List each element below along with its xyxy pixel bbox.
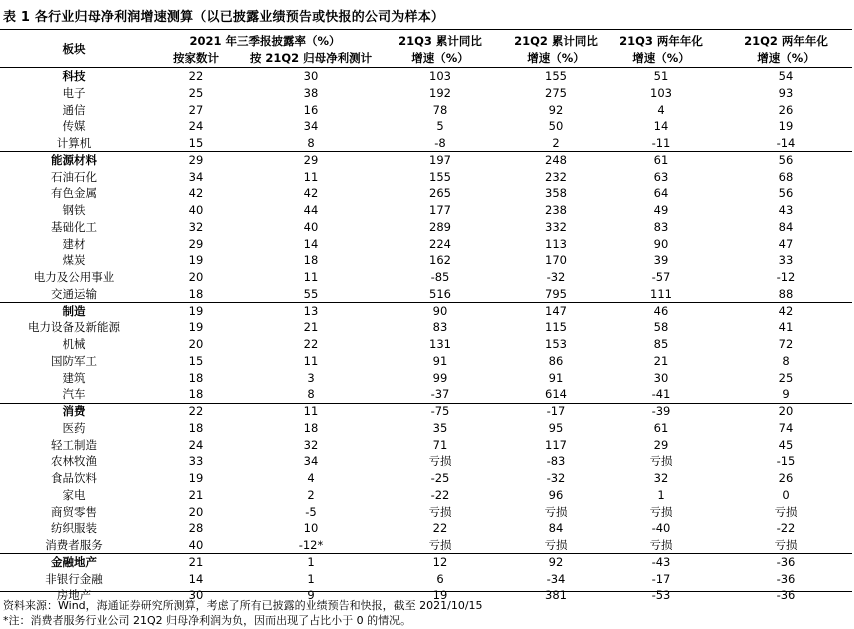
sector-name: 非银行金融 <box>45 571 103 586</box>
q2-two-year-cagr: 20 <box>778 404 794 418</box>
disclosure-by-profit: 2 <box>307 487 315 502</box>
category-row <box>0 152 852 168</box>
q2-two-year-cagr: 26 <box>778 102 794 117</box>
q2-two-year-cagr: -14 <box>776 136 796 150</box>
sector-name: 科技 <box>62 69 86 83</box>
table-row <box>0 118 852 134</box>
q3-two-year-cagr: 1 <box>657 487 665 502</box>
disclosure-by-profit: 16 <box>303 102 319 117</box>
q2-two-year-cagr: 41 <box>778 320 794 335</box>
sector-name: 电力设备及新能源 <box>28 320 120 335</box>
table-row <box>0 219 852 235</box>
disclosure-by-count: 22 <box>188 404 204 418</box>
q3-yoy-growth: 83 <box>432 320 448 335</box>
sector-name: 计算机 <box>56 136 92 150</box>
q3-yoy-growth: 亏损 <box>428 454 452 469</box>
header-21q2-2y: 21Q2 两年年化 <box>744 34 828 48</box>
q3-yoy-growth: 71 <box>432 437 448 452</box>
disclosure-by-count: 24 <box>188 437 204 452</box>
q3-yoy-growth: 224 <box>429 236 451 251</box>
q3-two-year-cagr: 32 <box>653 471 669 485</box>
disclosure-by-count: 20 <box>188 270 204 284</box>
sector-name: 基础化工 <box>51 219 97 234</box>
q2-yoy-growth: 153 <box>545 337 567 351</box>
disclosure-by-count: 18 <box>188 370 204 385</box>
q2-yoy-growth: 50 <box>548 119 564 134</box>
q3-two-year-cagr: -17 <box>651 571 671 586</box>
sector-name: 农林牧渔 <box>51 454 97 469</box>
q3-yoy-growth: -75 <box>430 404 450 418</box>
q2-yoy-growth: 238 <box>545 203 567 217</box>
table-row <box>0 504 852 520</box>
category-row <box>0 68 852 84</box>
disclosure-by-profit: 42 <box>303 186 319 201</box>
table-row <box>0 185 852 201</box>
q3-two-year-cagr: 51 <box>653 69 669 83</box>
q3-yoy-growth: 197 <box>429 152 451 167</box>
q2-two-year-cagr: -36 <box>776 554 796 569</box>
disclosure-by-count: 18 <box>188 387 204 402</box>
sector-name: 建材 <box>62 236 86 251</box>
disclosure-by-profit: 11 <box>303 169 319 184</box>
disclosure-by-profit: 34 <box>303 454 319 469</box>
category-row <box>0 303 852 319</box>
q2-yoy-growth: -34 <box>546 571 566 586</box>
disclosure-by-count: 20 <box>188 504 204 519</box>
table-row <box>0 319 852 335</box>
table-row <box>0 336 852 352</box>
disclosure-by-profit: 9 <box>307 588 315 603</box>
disclosure-by-count: 32 <box>188 219 204 234</box>
disclosure-by-count: 21 <box>188 554 204 569</box>
sector-name: 纺织服装 <box>51 521 97 536</box>
q2-two-year-cagr: 88 <box>778 286 794 301</box>
q2-yoy-growth: 86 <box>548 353 564 368</box>
disclosure-by-count: 30 <box>188 588 204 603</box>
table-row <box>0 202 852 218</box>
header-21q3-2y: 21Q3 两年年化 <box>619 34 703 48</box>
disclosure-by-profit: 38 <box>303 85 319 100</box>
q2-two-year-cagr: 8 <box>782 353 790 368</box>
table-row <box>0 269 852 285</box>
q2-two-year-cagr: 93 <box>778 85 794 100</box>
disclosure-by-profit: 21 <box>303 320 319 335</box>
q2-yoy-growth: 248 <box>545 152 567 167</box>
q2-yoy-growth: 91 <box>548 370 564 385</box>
q2-yoy-growth: 381 <box>545 588 567 603</box>
q3-yoy-growth: 289 <box>429 219 451 234</box>
disclosure-by-profit: 18 <box>303 420 319 435</box>
q2-yoy-growth: -83 <box>546 454 566 469</box>
table-row <box>0 135 852 151</box>
disclosure-by-profit: 8 <box>307 136 315 150</box>
q3-two-year-cagr: 103 <box>650 85 672 100</box>
disclosure-by-profit: 30 <box>303 69 319 83</box>
disclosure-by-profit: 10 <box>303 521 319 536</box>
disclosure-by-profit: 55 <box>303 286 319 301</box>
q2-two-year-cagr: 亏损 <box>774 504 798 519</box>
sector-name: 煤炭 <box>62 253 86 268</box>
disclosure-by-profit: 4 <box>307 471 315 485</box>
table-row <box>0 236 852 252</box>
q3-two-year-cagr: -53 <box>651 588 671 603</box>
sector-name: 交通运输 <box>51 286 97 301</box>
sector-name: 家电 <box>62 487 86 502</box>
q2-yoy-growth: 92 <box>548 102 564 117</box>
q3-yoy-growth: 99 <box>432 370 448 385</box>
q2-two-year-cagr: 45 <box>778 437 794 452</box>
q3-yoy-growth: -25 <box>430 471 450 485</box>
q3-yoy-growth: 19 <box>432 588 448 603</box>
sector-name: 汽车 <box>62 387 86 402</box>
q2-yoy-growth: 92 <box>548 554 564 569</box>
table-row <box>0 102 852 118</box>
disclosure-by-count: 21 <box>188 487 204 502</box>
q3-two-year-cagr: 4 <box>657 102 665 117</box>
table-row <box>0 453 852 469</box>
q2-yoy-growth: 147 <box>545 303 567 318</box>
disclosure-by-profit: 40 <box>303 219 319 234</box>
table-row <box>0 537 852 553</box>
q3-two-year-cagr: 90 <box>653 236 669 251</box>
q2-two-year-cagr: 0 <box>782 487 790 502</box>
bottom-rule <box>0 591 852 592</box>
q2-yoy-growth: 96 <box>548 487 564 502</box>
q3-two-year-cagr: 亏损 <box>649 538 673 552</box>
q2-two-year-cagr: 84 <box>778 219 794 234</box>
sector-name: 消费 <box>62 404 86 418</box>
q2-yoy-growth: 亏损 <box>544 538 568 552</box>
q3-yoy-growth: 亏损 <box>428 504 452 519</box>
header-sector: 板块 <box>62 42 86 56</box>
q3-two-year-cagr: -57 <box>651 270 671 284</box>
q2-yoy-growth: 2 <box>552 136 560 150</box>
sector-name: 食品饮料 <box>51 471 97 485</box>
q2-yoy-growth: -32 <box>546 471 566 485</box>
sector-name: 金融地产 <box>51 554 97 569</box>
q3-yoy-growth: 155 <box>429 169 451 184</box>
q2-two-year-cagr: 43 <box>778 203 794 217</box>
sector-name: 通信 <box>62 102 86 117</box>
q3-yoy-growth: 78 <box>432 102 448 117</box>
q3-two-year-cagr: -11 <box>651 136 671 150</box>
q3-yoy-growth: 131 <box>429 337 451 351</box>
disclosure-by-count: 25 <box>188 85 204 100</box>
header-21q3-2y-unit: 增速（%） <box>632 51 690 65</box>
q2-yoy-growth: 332 <box>545 219 567 234</box>
q3-two-year-cagr: 83 <box>653 219 669 234</box>
q3-two-year-cagr: 39 <box>653 253 669 268</box>
table-row <box>0 571 852 587</box>
disclosure-by-count: 20 <box>188 337 204 351</box>
disclosure-by-profit: 11 <box>303 353 319 368</box>
q2-two-year-cagr: 74 <box>778 420 794 435</box>
header-21q2-yoy-unit: 增速（%） <box>527 51 585 65</box>
disclosure-by-count: 29 <box>188 152 204 167</box>
disclosure-by-profit: 22 <box>303 337 319 351</box>
disclosure-by-count: 22 <box>188 69 204 83</box>
sector-name: 医药 <box>62 420 86 435</box>
disclosure-by-profit: 18 <box>303 253 319 268</box>
q3-yoy-growth: 177 <box>429 203 451 217</box>
disclosure-by-count: 40 <box>188 203 204 217</box>
table-row <box>0 169 852 185</box>
q3-yoy-growth: -8 <box>434 136 446 150</box>
q2-yoy-growth: 亏损 <box>544 504 568 519</box>
q3-two-year-cagr: 21 <box>653 353 669 368</box>
sector-name: 制造 <box>62 303 86 318</box>
header-by-count: 按家数计 <box>173 51 219 65</box>
disclosure-by-count: 34 <box>188 169 204 184</box>
table-title: 表 1 各行业归母净利润增速测算（以已披露业绩预告或快报的公司为样本） <box>3 10 445 25</box>
q3-yoy-growth: -22 <box>430 487 450 502</box>
disclosure-by-count: 24 <box>188 119 204 134</box>
table-row <box>0 85 852 101</box>
sector-name: 有色金属 <box>51 186 97 201</box>
q3-two-year-cagr: -43 <box>651 554 671 569</box>
q3-two-year-cagr: 85 <box>653 337 669 351</box>
top-rule <box>0 29 852 30</box>
q2-two-year-cagr: 19 <box>778 119 794 134</box>
q2-yoy-growth: 232 <box>545 169 567 184</box>
q3-yoy-growth: 6 <box>436 571 444 586</box>
table-row <box>0 353 852 369</box>
q3-two-year-cagr: -41 <box>651 387 671 402</box>
disclosure-by-count: 19 <box>188 303 204 318</box>
q2-two-year-cagr: 26 <box>778 471 794 485</box>
table-row <box>0 470 852 486</box>
disclosure-by-profit: 1 <box>307 571 315 586</box>
disclosure-by-profit: 34 <box>303 119 319 134</box>
disclosure-by-profit: 32 <box>303 437 319 452</box>
q3-two-year-cagr: 63 <box>653 169 669 184</box>
q2-yoy-growth: 115 <box>545 320 567 335</box>
q3-yoy-growth: 22 <box>432 521 448 536</box>
disclosure-by-profit: 13 <box>303 303 319 318</box>
disclosure-by-count: 15 <box>188 353 204 368</box>
q2-two-year-cagr: -36 <box>776 588 796 603</box>
q3-yoy-growth: 103 <box>429 69 451 83</box>
q3-yoy-growth: 265 <box>429 186 451 201</box>
q2-two-year-cagr: -15 <box>776 454 796 469</box>
q2-yoy-growth: -32 <box>546 270 566 284</box>
header-disclosure-rate: 2021 年三季报披露率（%） <box>189 34 341 48</box>
disclosure-by-count: 19 <box>188 471 204 485</box>
q2-two-year-cagr: 54 <box>778 69 794 83</box>
q3-yoy-growth: 91 <box>432 353 448 368</box>
q2-two-year-cagr: 72 <box>778 337 794 351</box>
q3-two-year-cagr: 14 <box>653 119 669 134</box>
q3-yoy-growth: -85 <box>430 270 450 284</box>
table-row <box>0 286 852 302</box>
disclosure-by-profit: 1 <box>307 554 315 569</box>
q3-yoy-growth: 90 <box>432 303 448 318</box>
q3-two-year-cagr: 111 <box>650 286 672 301</box>
category-row <box>0 554 852 570</box>
table-row <box>0 420 852 436</box>
disclosure-by-count: 18 <box>188 286 204 301</box>
table-row <box>0 487 852 503</box>
q2-two-year-cagr: 42 <box>778 303 794 318</box>
table-row <box>0 520 852 536</box>
q3-yoy-growth: 192 <box>429 85 451 100</box>
table-row <box>0 386 852 402</box>
q3-two-year-cagr: 58 <box>653 320 669 335</box>
table-row <box>0 437 852 453</box>
disclosure-by-profit: 11 <box>303 404 319 418</box>
q2-yoy-growth: 358 <box>545 186 567 201</box>
disclosure-by-count: 29 <box>188 236 204 251</box>
q3-two-year-cagr: 46 <box>653 303 669 318</box>
q3-two-year-cagr: 30 <box>653 370 669 385</box>
disclosure-by-profit: 44 <box>303 203 319 217</box>
q2-two-year-cagr: -12 <box>776 270 796 284</box>
q3-two-year-cagr: 29 <box>653 437 669 452</box>
disclosure-by-profit: 14 <box>303 236 319 251</box>
q2-yoy-growth: 275 <box>545 85 567 100</box>
q2-two-year-cagr: 33 <box>778 253 794 268</box>
disclosure-by-count: 15 <box>188 136 204 150</box>
q3-yoy-growth: 516 <box>429 286 451 301</box>
q3-yoy-growth: 12 <box>432 554 448 569</box>
disclosure-by-profit: 8 <box>307 387 315 402</box>
q2-two-year-cagr: 47 <box>778 236 794 251</box>
q2-yoy-growth: 170 <box>545 253 567 268</box>
sector-name: 钢铁 <box>62 203 86 217</box>
disclosure-by-count: 28 <box>188 521 204 536</box>
q2-two-year-cagr: 68 <box>778 169 794 184</box>
sector-name: 机械 <box>62 337 86 351</box>
table-row <box>0 370 852 386</box>
sector-name: 商贸零售 <box>51 504 97 519</box>
q3-two-year-cagr: 64 <box>653 186 669 201</box>
header-21q3-yoy-unit: 增速（%） <box>411 51 469 65</box>
sector-name: 消费者服务 <box>45 538 103 552</box>
disclosure-by-count: 14 <box>188 571 204 586</box>
q2-two-year-cagr: 56 <box>778 186 794 201</box>
sector-name: 石油石化 <box>51 169 97 184</box>
category-row <box>0 403 852 419</box>
q3-yoy-growth: -37 <box>430 387 450 402</box>
disclosure-by-count: 19 <box>188 320 204 335</box>
header-by-profit: 按 21Q2 归母净利测计 <box>249 51 373 65</box>
q2-two-year-cagr: 25 <box>778 370 794 385</box>
sector-name: 国防军工 <box>51 353 97 368</box>
q3-yoy-growth: 35 <box>432 420 448 435</box>
q2-yoy-growth: -17 <box>546 404 566 418</box>
header-21q2-yoy: 21Q2 累计同比 <box>514 34 598 48</box>
disclosure-by-profit: 29 <box>303 152 319 167</box>
sector-name: 房地产 <box>56 588 92 603</box>
sector-name: 传媒 <box>62 119 86 134</box>
q3-two-year-cagr: 亏损 <box>649 454 673 469</box>
sector-name: 轻工制造 <box>51 437 97 452</box>
disclosure-by-count: 27 <box>188 102 204 117</box>
disclosure-by-count: 18 <box>188 420 204 435</box>
q2-yoy-growth: 795 <box>545 286 567 301</box>
header-21q3-yoy: 21Q3 累计同比 <box>398 34 482 48</box>
q2-yoy-growth: 95 <box>548 420 564 435</box>
table-row <box>0 252 852 268</box>
disclosure-by-count: 40 <box>188 538 204 552</box>
sector-name: 建筑 <box>62 370 86 385</box>
q2-yoy-growth: 84 <box>548 521 564 536</box>
sector-name: 能源材料 <box>51 152 97 167</box>
q3-two-year-cagr: 49 <box>653 203 669 217</box>
q3-two-year-cagr: 61 <box>653 420 669 435</box>
disclosure-by-profit: -12* <box>298 538 324 552</box>
disclosure-by-count: 19 <box>188 253 204 268</box>
q2-yoy-growth: 614 <box>545 387 567 402</box>
header-21q2-2y-unit: 增速（%） <box>757 51 815 65</box>
sector-name: 电子 <box>62 85 86 100</box>
q3-two-year-cagr: 61 <box>653 152 669 167</box>
q3-two-year-cagr: -39 <box>651 404 671 418</box>
disclosure-by-count: 33 <box>188 454 204 469</box>
disclosure-by-count: 42 <box>188 186 204 201</box>
q3-yoy-growth: 162 <box>429 253 451 268</box>
disclosure-by-profit: 11 <box>303 270 319 284</box>
disclosure-by-profit: -5 <box>305 504 317 519</box>
sector-name: 电力及公用事业 <box>33 270 115 284</box>
q2-two-year-cagr: -36 <box>776 571 796 586</box>
q2-two-year-cagr: 9 <box>782 387 790 402</box>
footnote: *注：消费者服务行业公司 21Q2 归母净利润为负，因而出现了占比小于 0 的情况。 <box>3 614 412 627</box>
q2-two-year-cagr: 亏损 <box>774 538 798 552</box>
q2-yoy-growth: 113 <box>545 236 567 251</box>
source-note: 资料来源：Wind，海通证券研究所测算，考虑了所有已披露的业绩预告和快报，截至 2021/10/15 <box>3 599 483 612</box>
q3-yoy-growth: 5 <box>436 119 444 134</box>
q3-yoy-growth: 亏损 <box>428 538 452 552</box>
q2-yoy-growth: 155 <box>545 69 567 83</box>
q2-two-year-cagr: -22 <box>776 521 796 536</box>
q3-two-year-cagr: -40 <box>651 521 671 536</box>
q2-two-year-cagr: 56 <box>778 152 794 167</box>
disclosure-by-profit: 3 <box>307 370 315 385</box>
q3-two-year-cagr: 亏损 <box>649 504 673 519</box>
q2-yoy-growth: 117 <box>545 437 567 452</box>
